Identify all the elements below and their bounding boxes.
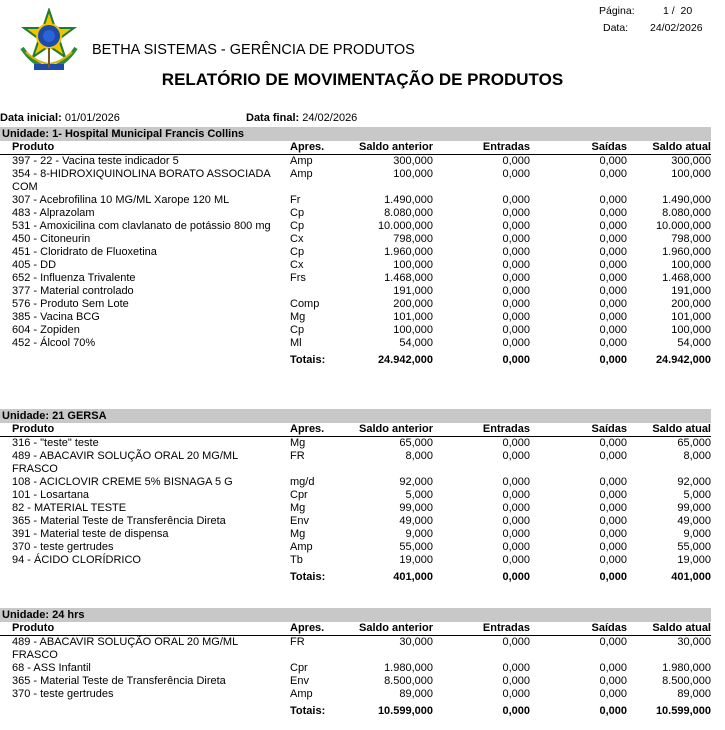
table-cell: 100,000 [671, 259, 711, 271]
table-cell: 30,000 [399, 636, 433, 648]
table-row [0, 298, 711, 311]
table-cell: 49,000 [399, 515, 433, 527]
table-row [0, 311, 711, 324]
product-table [0, 622, 711, 718]
column-header: Produto [0, 141, 290, 155]
totals-row [0, 701, 711, 718]
table-cell: 89,000 [677, 688, 711, 700]
table-row [0, 502, 711, 515]
table-cell: 100,000 [393, 168, 433, 180]
table-cell: 99,000 [677, 502, 711, 514]
table-row [0, 220, 711, 233]
table-cell: 0,000 [502, 207, 530, 219]
table-row [0, 554, 711, 567]
table-cell: 108 - ACICLOVIR CREME 5% BISNAGA 5 G [12, 476, 233, 488]
unit-header: Unidade: 24 hrs [0, 608, 711, 622]
totals-spacer [0, 350, 290, 367]
table-cell: 531 - Amoxicilina com clavlanato de potássio 800 mg [12, 220, 271, 232]
table-cell: 391 - Material teste de dispensa [12, 528, 169, 540]
table-cell: 0,000 [502, 502, 530, 514]
table-cell: 1.960,000 [662, 246, 711, 258]
table-cell: 1.490,000 [384, 194, 433, 206]
totals-label: Totais: [290, 354, 326, 366]
table-header-row [0, 423, 711, 437]
table-cell: 0,000 [599, 220, 627, 232]
product-table [0, 423, 711, 584]
table-cell: 0,000 [502, 437, 530, 449]
table-cell: 92,000 [677, 476, 711, 488]
table-cell: Comp [290, 298, 320, 310]
table-cell: 1.960,000 [384, 246, 433, 258]
table-cell: 0,000 [599, 285, 627, 297]
table-row [0, 528, 711, 541]
table-cell: 8.500,000 [384, 675, 433, 687]
column-header: Apres. [290, 141, 343, 155]
unit-section [0, 409, 711, 584]
table-cell: 0,000 [502, 272, 530, 284]
start-date [0, 112, 120, 124]
table-cell: 365 - Material Teste de Transferência Direta [12, 675, 226, 687]
table-cell: 1.490,000 [662, 194, 711, 206]
table-cell: 0,000 [599, 662, 627, 674]
table-cell: 451 - Cloridrato de Fluoxetina [12, 246, 157, 258]
totals-label: Totais: [290, 571, 326, 583]
table-cell: 92,000 [399, 476, 433, 488]
table-cell: 0,000 [502, 688, 530, 700]
table-cell: 0,000 [502, 285, 530, 297]
table-cell: 405 - DD [12, 259, 57, 271]
table-cell: mg/d [290, 476, 315, 488]
column-header: Saldo anterior [343, 423, 433, 437]
table-cell: Env [290, 675, 309, 687]
table-cell: 0,000 [599, 207, 627, 219]
table-cell: Cp [290, 324, 305, 336]
totals-spacer [0, 701, 290, 718]
table-cell: 798,000 [393, 233, 433, 245]
totals-value: 0,000 [599, 705, 627, 717]
start-date-label: Data inicial: [0, 112, 62, 124]
table-cell: 0,000 [502, 246, 530, 258]
table-cell: 0,000 [599, 155, 627, 167]
table-cell: FR [290, 636, 305, 648]
table-cell: 0,000 [502, 541, 530, 553]
table-cell: 0,000 [599, 476, 627, 488]
table-cell: 0,000 [599, 688, 627, 700]
table-cell: 101 - Losartana [12, 489, 90, 501]
table-cell: FR [290, 450, 305, 462]
end-date-value: 24/02/2026 [302, 112, 358, 124]
column-header: Saídas [530, 423, 627, 437]
table-cell: 798,000 [671, 233, 711, 245]
column-header: Entradas [433, 423, 530, 437]
column-header: Entradas [433, 622, 530, 636]
table-cell [290, 285, 343, 298]
table-cell: 0,000 [502, 311, 530, 323]
table-cell: 68 - ASS Infantil [12, 662, 91, 674]
table-cell: 200,000 [393, 298, 433, 310]
table-cell: 191,000 [393, 285, 433, 297]
table-cell: 49,000 [677, 515, 711, 527]
table-row [0, 337, 711, 350]
totals-value: 10.599,000 [655, 705, 711, 717]
totals-value: 0,000 [502, 354, 530, 366]
totals-value: 0,000 [502, 571, 530, 583]
table-cell: 0,000 [599, 515, 627, 527]
page-number: 1 / 20 [663, 5, 693, 17]
table-cell: 489 - ABACAVIR SOLUÇÃO ORAL 20 MG/ML FRASCO [12, 636, 238, 661]
table-cell: 0,000 [502, 515, 530, 527]
totals-value: 10.599,000 [377, 705, 433, 717]
table-header-row [0, 622, 711, 636]
table-row [0, 450, 711, 476]
table-cell: 55,000 [399, 541, 433, 553]
table-cell: 0,000 [599, 437, 627, 449]
column-header: Apres. [290, 423, 343, 437]
table-cell: 0,000 [599, 194, 627, 206]
table-cell: 489 - ABACAVIR SOLUÇÃO ORAL 20 MG/ML FRASCO [12, 450, 238, 475]
table-cell: 10.000,000 [377, 220, 433, 232]
table-row [0, 233, 711, 246]
date-label: Data: [603, 22, 629, 34]
column-header: Saldo atual [627, 423, 711, 437]
table-cell: Cp [290, 220, 305, 232]
table-cell: Cp [290, 246, 305, 258]
table-cell: 10.000,000 [655, 220, 711, 232]
table-cell: 99,000 [399, 502, 433, 514]
table-cell: 0,000 [502, 337, 530, 349]
table-cell: 0,000 [599, 489, 627, 501]
table-cell: 0,000 [599, 554, 627, 566]
table-cell: 300,000 [393, 155, 433, 167]
table-cell: Amp [290, 541, 313, 553]
report-title: RELATÓRIO DE MOVIMENTAÇÃO DE PRODUTOS [161, 70, 564, 89]
table-cell: Tb [290, 554, 303, 566]
table-cell: 0,000 [599, 311, 627, 323]
totals-value: 24.942,000 [377, 354, 433, 366]
table-cell: 0,000 [502, 233, 530, 245]
table-row [0, 688, 711, 701]
table-row [0, 246, 711, 259]
table-cell: 5,000 [405, 489, 433, 501]
coat-of-arms-logo [14, 8, 84, 74]
end-date-label: Data final: [246, 112, 300, 124]
table-row [0, 285, 711, 298]
unit-section [0, 127, 711, 367]
table-cell: 300,000 [671, 155, 711, 167]
table-cell: 0,000 [502, 168, 530, 180]
table-cell: 5,000 [683, 489, 711, 501]
table-cell: 8,000 [405, 450, 433, 462]
table-row [0, 437, 711, 451]
page-label: Página: [599, 5, 635, 17]
start-date-value: 01/01/2026 [64, 112, 120, 124]
table-cell: 0,000 [502, 675, 530, 687]
table-row [0, 675, 711, 688]
table-cell: 101,000 [671, 311, 711, 323]
totals-value: 401,000 [671, 571, 711, 583]
table-cell: 652 - Influenza Trivalente [12, 272, 136, 284]
table-cell: Cpr [290, 662, 308, 674]
table-cell: Cpr [290, 489, 308, 501]
table-cell: 365 - Material Teste de Transferência Direta [12, 515, 226, 527]
product-table [0, 141, 711, 367]
table-cell: 0,000 [599, 337, 627, 349]
table-row [0, 168, 711, 194]
column-header: Entradas [433, 141, 530, 155]
table-cell: 0,000 [502, 636, 530, 648]
table-cell: 0,000 [599, 450, 627, 462]
table-cell: Mg [290, 502, 306, 514]
totals-row [0, 567, 711, 584]
totals-value: 24.942,000 [655, 354, 711, 366]
table-cell: 370 - teste gertrudes [12, 688, 114, 700]
table-cell: Mg [290, 528, 306, 540]
column-header: Saldo anterior [343, 622, 433, 636]
table-cell: 576 - Produto Sem Lote [12, 298, 129, 310]
table-cell: 0,000 [599, 528, 627, 540]
table-cell: Mg [290, 437, 306, 449]
totals-row [0, 350, 711, 367]
table-cell: Cx [290, 259, 304, 271]
totals-value: 0,000 [599, 571, 627, 583]
table-row [0, 489, 711, 502]
table-cell: 8.080,000 [662, 207, 711, 219]
column-header: Saldo atual [627, 141, 711, 155]
table-cell: 604 - Zopiden [12, 324, 80, 336]
table-row [0, 636, 711, 663]
unit-section [0, 608, 711, 718]
table-row [0, 272, 711, 285]
table-cell: 0,000 [502, 298, 530, 310]
table-cell: Frs [290, 272, 306, 284]
table-cell: 0,000 [502, 155, 530, 167]
table-cell: 82 - MATERIAL TESTE [12, 502, 127, 514]
table-cell: Ml [290, 337, 302, 349]
table-cell: 385 - Vacina BCG [12, 311, 100, 323]
totals-value: 0,000 [599, 354, 627, 366]
table-cell: Amp [290, 688, 313, 700]
table-cell: 450 - Citoneurin [12, 233, 91, 245]
table-header-row [0, 141, 711, 155]
column-header: Produto [0, 423, 290, 437]
table-cell: 0,000 [502, 528, 530, 540]
table-cell: 54,000 [677, 337, 711, 349]
table-cell: Amp [290, 155, 313, 167]
table-cell: 19,000 [399, 554, 433, 566]
table-cell: 0,000 [599, 636, 627, 648]
table-cell: 377 - Material controlado [12, 285, 134, 297]
table-row [0, 476, 711, 489]
table-row [0, 207, 711, 220]
table-cell: 0,000 [599, 233, 627, 245]
table-cell: 0,000 [502, 450, 530, 462]
table-cell: Cp [290, 207, 305, 219]
table-cell: 452 - Álcool 70% [12, 337, 96, 349]
table-cell: 0,000 [599, 502, 627, 514]
table-cell: 0,000 [502, 554, 530, 566]
table-row [0, 662, 711, 675]
table-cell: 0,000 [599, 246, 627, 258]
table-cell: 1.980,000 [384, 662, 433, 674]
column-header: Apres. [290, 622, 343, 636]
report-date: 24/02/2026 [650, 22, 703, 34]
totals-spacer [0, 567, 290, 584]
table-cell: 0,000 [502, 324, 530, 336]
table-cell: 89,000 [399, 688, 433, 700]
table-cell: 307 - Acebrofilina 10 MG/ML Xarope 120 ML [12, 194, 230, 206]
table-cell: Amp [290, 168, 313, 180]
column-header: Saídas [530, 141, 627, 155]
unit-header: Unidade: 1- Hospital Municipal Francis Collins [0, 127, 711, 141]
table-cell: 9,000 [405, 528, 433, 540]
column-header: Saldo anterior [343, 141, 433, 155]
table-row [0, 324, 711, 337]
unit-header: Unidade: 21 GERSA [0, 409, 711, 423]
table-cell: Env [290, 515, 309, 527]
table-row [0, 541, 711, 554]
table-cell: 0,000 [599, 259, 627, 271]
table-row [0, 515, 711, 528]
table-cell: 0,000 [502, 662, 530, 674]
table-cell: 65,000 [677, 437, 711, 449]
table-cell: 55,000 [677, 541, 711, 553]
table-cell: 100,000 [393, 259, 433, 271]
table-cell: 397 - 22 - Vacina teste indicador 5 [12, 155, 179, 167]
column-header: Produto [0, 622, 290, 636]
table-cell: 0,000 [502, 489, 530, 501]
table-cell: 0,000 [599, 541, 627, 553]
table-cell: 8.080,000 [384, 207, 433, 219]
totals-value: 0,000 [502, 705, 530, 717]
end-date [246, 112, 357, 124]
table-cell: Mg [290, 311, 306, 323]
table-cell: 100,000 [671, 324, 711, 336]
table-cell: 483 - Alprazolam [12, 207, 95, 219]
totals-label: Totais: [290, 705, 326, 717]
table-cell: 354 - 8-HIDROXIQUINOLINA BORATO ASSOCIADA COM [12, 168, 271, 193]
table-cell: 65,000 [399, 437, 433, 449]
table-row [0, 259, 711, 272]
table-cell: 0,000 [599, 298, 627, 310]
table-cell: 0,000 [502, 220, 530, 232]
table-cell: 1.468,000 [662, 272, 711, 284]
table-cell: 8.500,000 [662, 675, 711, 687]
table-cell: 1.980,000 [662, 662, 711, 674]
table-cell: 30,000 [677, 636, 711, 648]
table-cell: 0,000 [599, 272, 627, 284]
column-header: Saídas [530, 622, 627, 636]
table-cell: 9,000 [683, 528, 711, 540]
table-cell: 0,000 [502, 194, 530, 206]
table-cell: 8,000 [683, 450, 711, 462]
table-cell: 19,000 [677, 554, 711, 566]
table-cell: 0,000 [502, 259, 530, 271]
company-name: BETHA SISTEMAS - GERÊNCIA DE PRODUTOS [92, 42, 415, 58]
table-cell: 316 - "teste" teste [12, 437, 99, 449]
table-cell: 54,000 [399, 337, 433, 349]
table-cell: 0,000 [599, 675, 627, 687]
table-cell: 0,000 [599, 168, 627, 180]
table-cell: 370 - teste gertrudes [12, 541, 114, 553]
column-header: Saldo atual [627, 622, 711, 636]
table-cell: 100,000 [393, 324, 433, 336]
table-cell: 100,000 [671, 168, 711, 180]
table-cell: Cx [290, 233, 304, 245]
totals-value: 401,000 [393, 571, 433, 583]
table-cell: 94 - ÁCIDO CLORÍDRICO [12, 554, 141, 566]
table-cell: 191,000 [671, 285, 711, 297]
table-cell: 0,000 [502, 476, 530, 488]
table-cell: 0,000 [599, 324, 627, 336]
table-cell: 101,000 [393, 311, 433, 323]
table-row [0, 155, 711, 169]
table-cell: Fr [290, 194, 301, 206]
table-row [0, 194, 711, 207]
table-cell: 1.468,000 [384, 272, 433, 284]
table-cell: 200,000 [671, 298, 711, 310]
